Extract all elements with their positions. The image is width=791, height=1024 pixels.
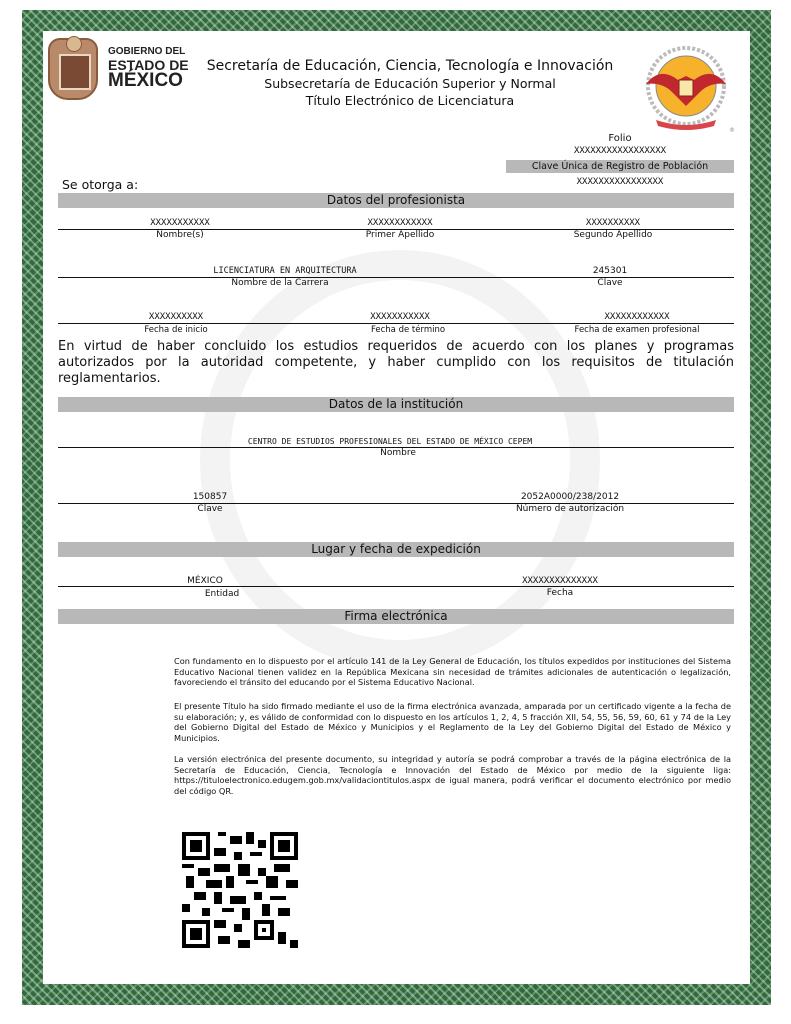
autorizacion-value: 2052A0000/238/2012 xyxy=(520,492,620,502)
segundo-apellido-label: Segundo Apellido xyxy=(573,230,653,240)
fecha-examen-label: Fecha de examen profesional xyxy=(574,325,700,335)
carrera-clave-label: Clave xyxy=(597,278,623,288)
firma-paragraph-3: La versión electrónica del presente documento, su integridad y autoría se podrá comprobar a través de la página electrónica de la Secretaría de Educación, Ciencia, Tecnología e Innovación del Estado de México por medio de la siguiente liga: https://tituloelectronico.edugem.gob.mx/validaciontitulos.aspx de igual manera, podrá verificar el documento electrónico por medio del código QR. xyxy=(174,754,731,796)
institution-seal-logo xyxy=(640,46,732,132)
expedicion-fecha-label: Fecha xyxy=(546,588,574,598)
qr-code[interactable] xyxy=(180,832,300,948)
nombre-value: XXXXXXXXXXX xyxy=(150,218,210,228)
gov-logo-line3: MÉXICO xyxy=(108,70,183,91)
primer-apellido-label: Primer Apellido xyxy=(365,230,435,240)
section-expedicion: Lugar y fecha de expedición xyxy=(58,542,734,557)
carrera-label: Nombre de la Carrera xyxy=(231,278,329,288)
fecha-inicio-label: Fecha de inicio xyxy=(144,325,208,335)
fecha-examen-value: XXXXXXXXXXXX xyxy=(604,312,670,322)
folio-label: Folio xyxy=(608,133,632,144)
fecha-termino-label: Fecha de término xyxy=(370,325,446,335)
institucion-clave-value: 150857 xyxy=(192,492,228,502)
expedicion-fecha-value: XXXXXXXXXXXXXX xyxy=(522,576,598,586)
gov-logo-line1: GOBIERNO DEL xyxy=(108,46,186,57)
curp-label: Clave Única de Registro de Población xyxy=(506,160,734,173)
curp-value: XXXXXXXXXXXXXXXX xyxy=(576,177,664,187)
carrera-clave-value: 245301 xyxy=(592,266,628,276)
entidad-label: Entidad xyxy=(204,589,240,599)
gov-logo-line2: ESTADO DE xyxy=(108,57,189,73)
state-coat-of-arms-logo xyxy=(48,38,98,100)
fecha-termino-value: XXXXXXXXXXX xyxy=(370,312,430,322)
institucion-nombre-value: CENTRO DE ESTUDIOS PROFESIONALES DEL ESTADO DE MÉXICO CEPEM xyxy=(247,437,533,446)
firma-paragraph-2: El presente Título ha sido firmado mediante el uso de la firma electrónica avanzada, amparada por un certificado vigente a la fecha de su elaboración; y, es válido de conformidad con lo dispuesto en los artículos 1, 2, 4, 5 fracción XII, 54, 55, 56, 59, 60, 61 y 74 de la Ley del Gobierno Digital del Estado de México y Municipios y el Reglamento de la Ley del Gobierno Digital del Estado de México y Municipios. xyxy=(174,701,731,743)
section-profesionista: Datos del profesionista xyxy=(58,193,734,208)
fecha-inicio-value: XXXXXXXXXX xyxy=(148,312,204,322)
folio-value: XXXXXXXXXXXXXXXXX xyxy=(573,146,667,156)
institucion-clave-label: Clave xyxy=(197,504,223,514)
nombre-label: Nombre(s) xyxy=(156,230,204,240)
carrera-value: LICENCIATURA EN ARQUITECTURA xyxy=(213,266,357,276)
document-title: Título Electrónico de Licenciatura xyxy=(305,93,515,108)
divider xyxy=(58,586,734,587)
registered-mark: ® xyxy=(729,127,735,134)
primer-apellido-value: XXXXXXXXXXXX xyxy=(367,218,433,228)
section-institucion: Datos de la institución xyxy=(58,397,734,412)
header-title: Secretaría de Educación, Ciencia, Tecnología e Innovación xyxy=(206,58,614,74)
section-firma: Firma electrónica xyxy=(58,609,734,624)
divider xyxy=(58,323,734,324)
entidad-value: MÉXICO xyxy=(187,576,223,586)
header-subtitle: Subsecretaría de Educación Superior y Normal xyxy=(264,76,556,91)
segundo-apellido-value: XXXXXXXXXX xyxy=(585,218,641,228)
autorizacion-label: Número de autorización xyxy=(515,504,625,514)
institucion-nombre-label: Nombre xyxy=(380,448,416,458)
firma-paragraph-1: Con fundamento en lo dispuesto por el artículo 141 de la Ley General de Educación, los títulos expedidos por instituciones del Sistema Educativo Nacional tienen validez en la República Mexicana sin necesidad de trámites adicionales de autenticación o legalización, favoreciendo el tránsito del educando por el Sistema Educativo Nacional. xyxy=(174,656,731,688)
otorga-label: Se otorga a: xyxy=(62,177,139,192)
virtud-paragraph: En virtud de haber concluido los estudios requeridos de acuerdo con los planes y programas autorizados por la autoridad competente, y haber cumplido con los requisitos de titulación reglamentarios. xyxy=(58,339,734,386)
